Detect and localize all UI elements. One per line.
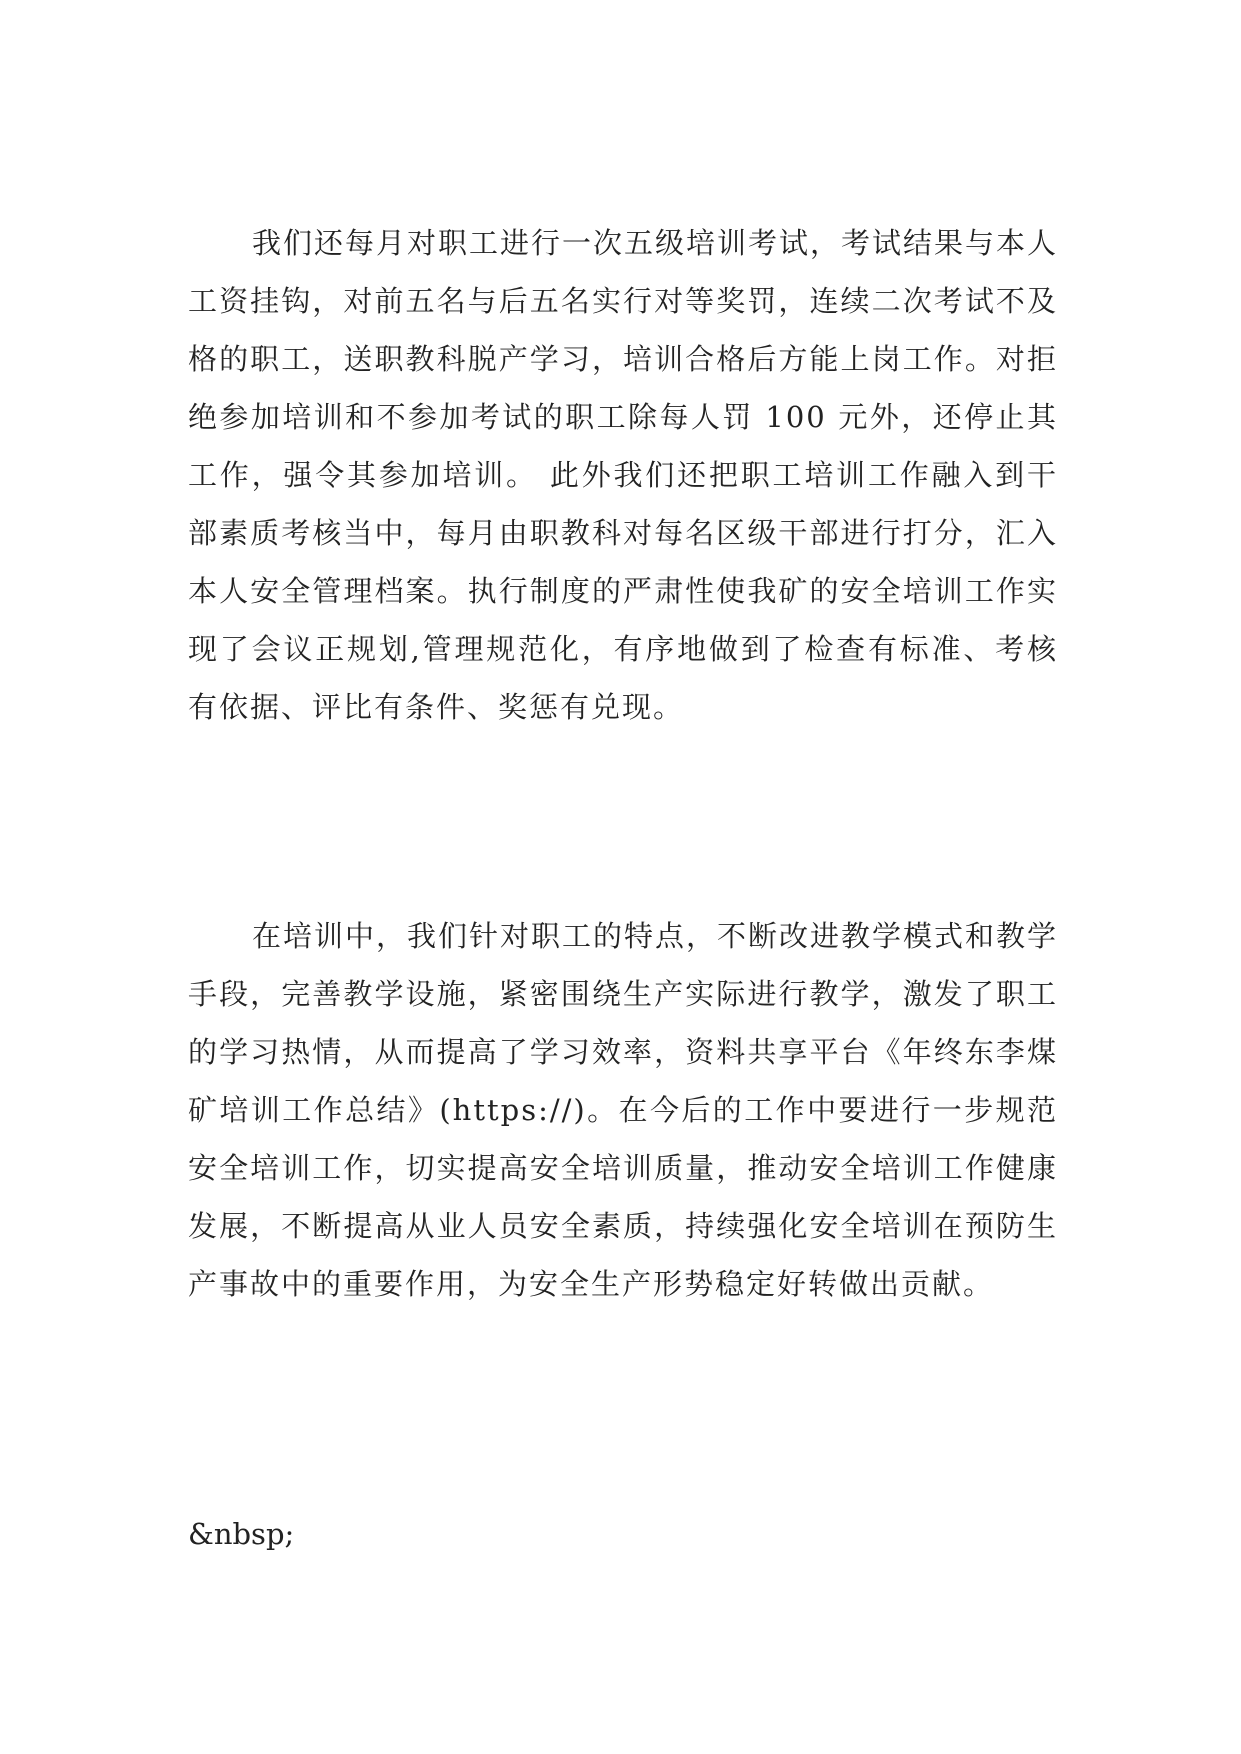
trailing-nbsp-text: &nbsp; [188, 1517, 295, 1551]
paragraph-teaching-improvement: 在培训中，我们针对职工的特点，不断改进教学模式和教学手段，完善教学设施，紧密围绕生产实际进行教学，激发了职工的学习热情，从而提高了学习效率，资料共享平台《年终东李煤矿培训工作总结》(https://)。在今后的工作中要进行一步规范安全培训工作，切实提高安全培训质量，推动安全培训工作健康发展，不断提高从业人员安全素质，持续强化安全培训在预防生产事故中的重要作用，为安全生产形势稳定好转做出贡献。 [188, 919, 1059, 1301]
paragraph-training-exams: 我们还每月对职工进行一次五级培训考试，考试结果与本人工资挂钩，对前五名与后五名实行对等奖罚，连续二次考试不及格的职工，送职教科脱产学习，培训合格后方能上岗工作。对拒绝参加培训和不参加考试的职工除每人罚 100 元外，还停止其工作，强令其参加培训。 此外我们还把职工培训工作融入到干部素质考核当中，每月由职教科对每名区级干部进行打分，汇入本人安全管理档案。执行制度的严肃性使我矿的安全培训工作实现了会议正规划,管理规范化，有序地做到了检查有标准、考核有依据、评比有条件、奖惩有兑现。 [188, 226, 1059, 724]
